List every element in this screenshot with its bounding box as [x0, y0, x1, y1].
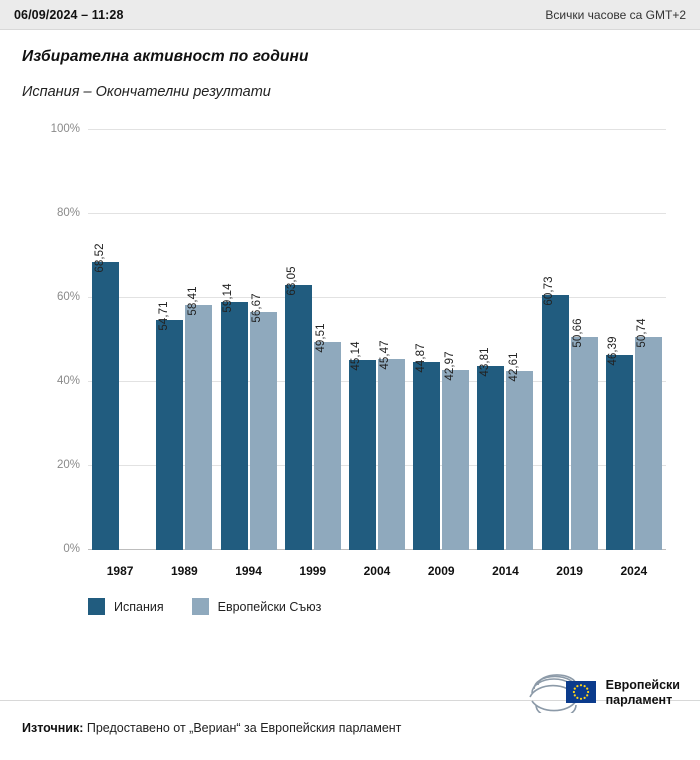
bar: [635, 318, 662, 550]
y-axis-tick-label: 40%: [56, 375, 80, 387]
bar: [156, 301, 183, 550]
x-axis-tick-label: 2019: [556, 564, 583, 578]
source-text: Предоставено от „Вериан“ за Европейския парламент: [86, 721, 402, 735]
legend-swatch-icon: [88, 598, 105, 615]
x-axis-tick-label: 2024: [620, 564, 648, 578]
ep-logo-line1: Европейски: [605, 678, 680, 693]
bar-value-label: 60,73: [543, 276, 556, 306]
bar: [442, 350, 469, 550]
bar-group: [473, 130, 537, 550]
legend-label: Европейски Съюз: [217, 599, 322, 614]
bar: [413, 342, 440, 550]
bar-slot: [442, 130, 469, 550]
footer: [0, 678, 700, 760]
bar-value-label: 56,67: [251, 293, 264, 323]
bar-value-label: 68,52: [93, 243, 106, 273]
x-axis-tick-label: 1987: [106, 564, 134, 578]
legend-label: Испания: [114, 599, 164, 614]
chart-legend: [0, 592, 700, 615]
bar: [92, 243, 119, 550]
bar-group: [281, 130, 345, 550]
bar-group: [538, 130, 602, 550]
x-axis-labels: [88, 564, 666, 578]
datetime-label: 06/09/2024 – 11:28: [14, 7, 124, 22]
bar: [378, 340, 405, 550]
bar-slot: [477, 130, 504, 550]
bar-value-label: 54,71: [157, 301, 170, 331]
bar-value-label: 43,81: [478, 347, 491, 377]
plot-area: [50, 123, 666, 555]
bar-value-label: 50,74: [636, 318, 649, 348]
ep-logo-line2: парламент: [605, 693, 673, 707]
y-axis-tick-label: 80%: [56, 207, 80, 219]
bar-groups: [88, 130, 666, 550]
y-axis-tick-label: 20%: [56, 459, 80, 471]
bar-slot: [378, 130, 405, 550]
bar: [185, 286, 212, 550]
bar: [542, 276, 569, 550]
bar-group: [216, 130, 280, 550]
bar-value-label: 59,14: [222, 282, 235, 313]
bar-slot: [221, 130, 248, 550]
bar-slot: [349, 130, 376, 550]
bar-value-label: 58,41: [186, 286, 199, 316]
bar-group: [88, 130, 152, 550]
bar-chart: [16, 122, 684, 592]
timezone-note: Всички часове са GMT+2: [545, 7, 686, 22]
bar-group: [602, 130, 666, 550]
bar: [285, 266, 312, 550]
y-axis-tick-label: 100%: [50, 123, 80, 135]
bar-group: [409, 130, 473, 550]
x-axis-tick-label: 2004: [363, 564, 391, 578]
bar: [349, 341, 376, 550]
bar-value-label: 45,14: [350, 341, 363, 372]
bar-group: [152, 130, 216, 550]
ep-logo-text: [606, 678, 680, 708]
bar-slot: [285, 130, 312, 550]
bar-value-label: 46,39: [607, 336, 620, 366]
x-axis-tick-label: 1999: [299, 564, 327, 578]
bar-value-label: 42,61: [507, 352, 520, 382]
ep-emblem-icon: [526, 673, 598, 713]
bar-slot: [542, 130, 569, 550]
bar-value-label: 44,87: [414, 342, 427, 373]
y-axis-tick-label: 0%: [63, 543, 80, 555]
bar-slot: [506, 130, 533, 550]
bar-slot: [571, 130, 598, 550]
bar: [506, 352, 533, 550]
bar-value-label: 45,47: [379, 340, 392, 370]
source-label: Източник:: [22, 721, 84, 735]
bar: [221, 282, 248, 550]
bar-slot: [606, 130, 633, 550]
bar-value-label: 50,66: [572, 318, 585, 348]
source-note: [22, 721, 401, 735]
bar-slot: [413, 130, 440, 550]
bar: [571, 318, 598, 550]
european-parliament-logo: [526, 673, 680, 713]
x-axis-tick-label: 2009: [427, 564, 455, 578]
chart-subtitle: Испания – Окончателни резултати: [22, 84, 271, 100]
bar-slot: [121, 130, 148, 550]
legend-item-eu: [192, 598, 322, 615]
bar-value-label: 49,51: [315, 323, 328, 353]
bar-slot: [314, 130, 341, 550]
bar: [314, 323, 341, 550]
bar-slot: [92, 130, 119, 550]
bar-slot: [635, 130, 662, 550]
x-axis-tick-label: 2014: [492, 564, 519, 578]
bar: [606, 336, 633, 550]
page-title: Избирателна активност по години: [22, 48, 309, 65]
bar-value-label: 42,97: [443, 350, 456, 381]
legend-item-spain: [88, 598, 164, 615]
bar-value-label: 63,05: [286, 266, 299, 296]
legend-swatch-icon: [192, 598, 209, 615]
status-bar: [0, 0, 700, 30]
bar-slot: [185, 130, 212, 550]
x-axis-tick-label: 1989: [170, 564, 198, 578]
chart-headings: [0, 30, 700, 100]
x-axis-tick-label: 1994: [235, 564, 262, 578]
bar-slot: [156, 130, 183, 550]
bar-group: [345, 130, 409, 550]
bar: [477, 347, 504, 550]
bar: [250, 293, 277, 550]
bar-slot: [250, 130, 277, 550]
y-axis-tick-label: 60%: [56, 291, 80, 303]
